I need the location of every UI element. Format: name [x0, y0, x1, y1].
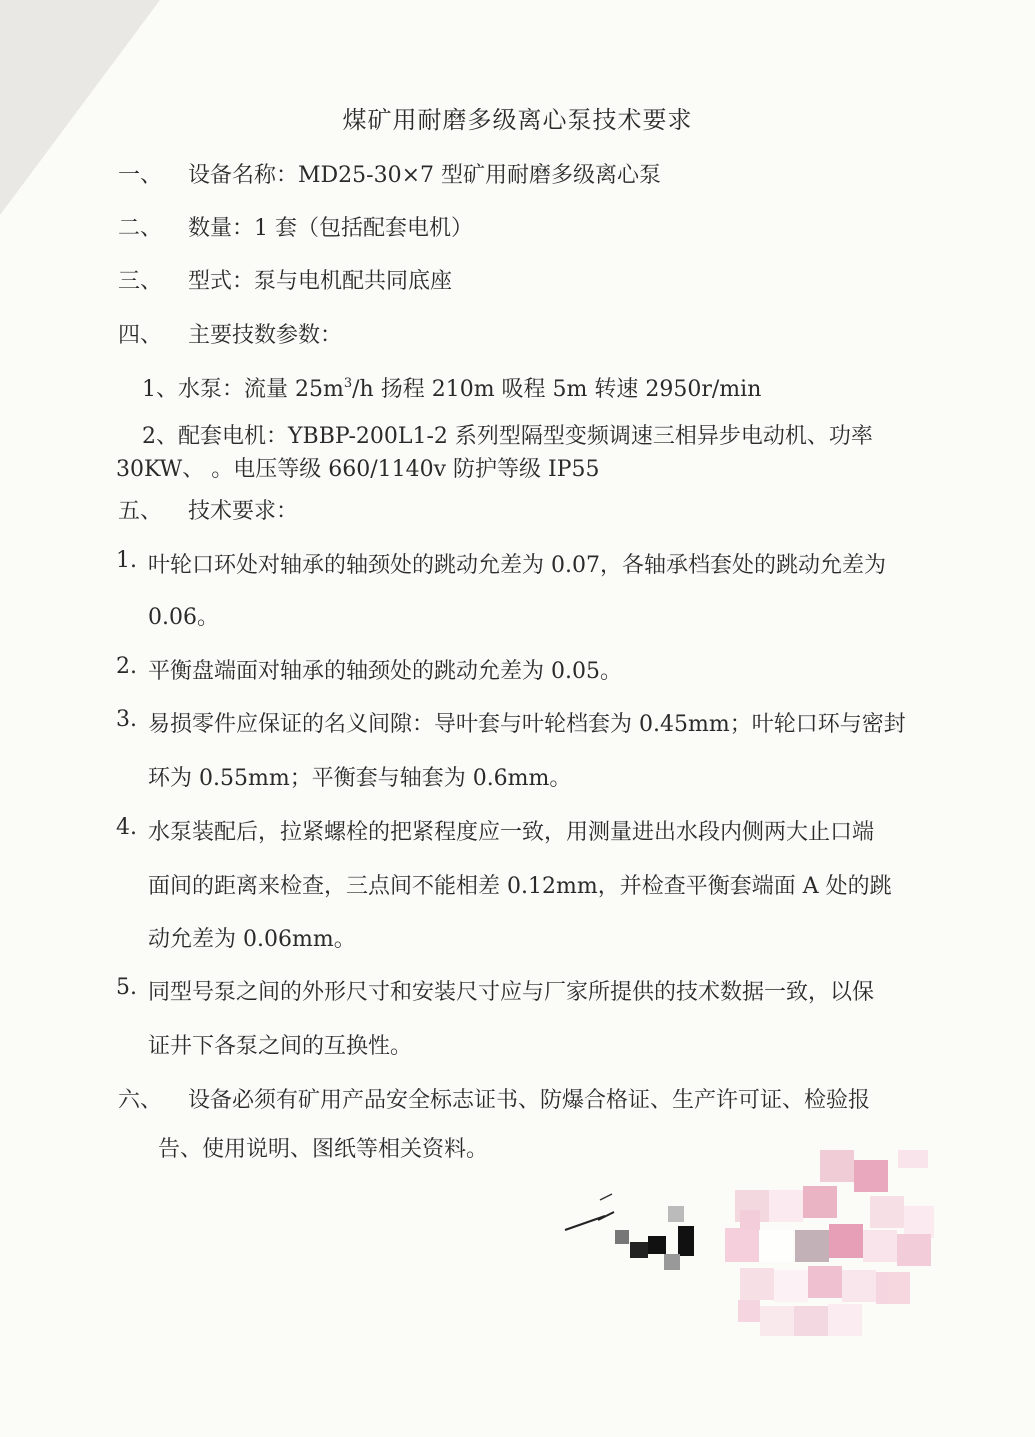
req-2-line1: 平衡盘端面对轴承的轴颈处的跳动允差为 0.05。: [148, 659, 622, 684]
req-3-number: 3.: [116, 707, 137, 732]
section-5-number: 五、: [118, 499, 163, 524]
section-4-number: 四、: [118, 323, 163, 348]
section-6-number: 六、: [118, 1088, 163, 1113]
req-5-number: 5.: [116, 975, 137, 1000]
section-1-number: 一、: [118, 163, 163, 188]
section-2-number: 二、: [118, 216, 163, 241]
param-motor-line1: 2、配套电机：YBBP-200L1-2 系列型隔型变频调速三相异步电动机、功率: [142, 424, 873, 449]
section-4-text: 主要技数参数：: [188, 323, 343, 348]
section-2-text: 数量：1 套（包括配套电机）: [188, 216, 473, 241]
section-6-line2: 告、使用说明、图纸等相关资料。: [158, 1137, 489, 1162]
param-pump-b: /h 扬程 210m 吸程 5m 转速 2950r/min: [352, 377, 762, 402]
req-3-line2: 环为 0.55mm；平衡套与轴套为 0.6mm。: [148, 766, 572, 791]
req-4-line3: 动允差为 0.06mm。: [148, 927, 356, 952]
req-1-line1: 叶轮口环处对轴承的轴颈处的跳动允差为 0.07，各轴承档套处的跳动允差为: [148, 553, 886, 578]
document-title: 煤矿用耐磨多级离心泵技术要求: [342, 106, 693, 134]
req-2-number: 2.: [116, 654, 137, 679]
req-3-line1: 易损零件应保证的名义间隙：导叶套与叶轮档套为 0.45mm；叶轮口环与密封: [148, 712, 906, 737]
req-5-line2: 证井下各泵之间的互换性。: [148, 1034, 413, 1059]
req-4-line1: 水泵装配后，拉紧螺栓的把紧程度应一致，用测量进出水段内侧两大止口端: [148, 820, 875, 845]
req-4-line2: 面间的距离来检查，三点间不能相差 0.12mm，并检查平衡套端面 A 处的跳: [148, 874, 892, 899]
req-1-number: 1.: [116, 548, 137, 573]
section-5-text: 技术要求：: [188, 499, 299, 524]
section-3-text: 型式：泵与电机配共同底座: [188, 269, 453, 294]
param-pump-a: 1、水泵：流量 25m: [142, 377, 344, 402]
section-1-text: 设备名称：MD25-30×7 型矿用耐磨多级离心泵: [188, 163, 662, 188]
req-4-number: 4.: [116, 815, 137, 840]
param-pump-sup: 3: [343, 376, 353, 391]
section-3-number: 三、: [118, 269, 163, 294]
req-5-line1: 同型号泵之间的外形尺寸和安装尺寸应与厂家所提供的技术数据一致，以保: [148, 980, 875, 1005]
req-1-line2: 0.06。: [148, 605, 219, 630]
section-6-line1: 设备必须有矿用产品安全标志证书、防爆合格证、生产许可证、检验报: [188, 1088, 871, 1113]
param-motor-line2: 30KW、 。电压等级 660/1140v 防护等级 IP55: [116, 457, 600, 482]
